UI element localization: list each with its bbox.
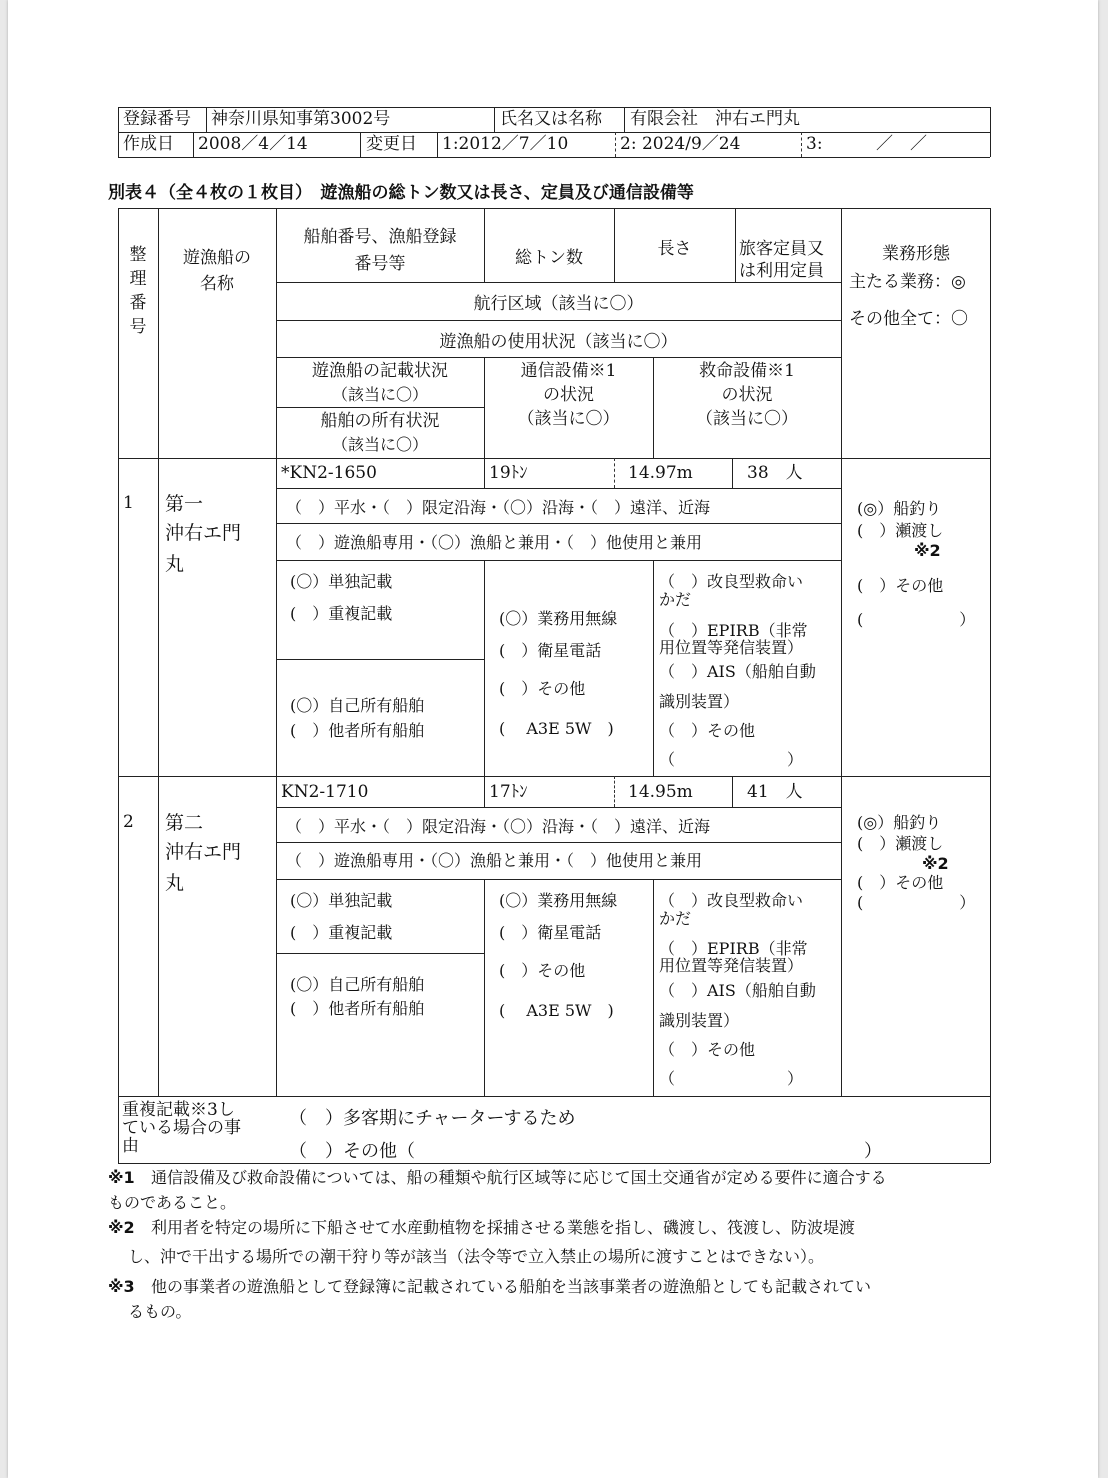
vessel-name-line-1: 第一 bbox=[165, 493, 204, 515]
rescue-epirb: （ ）EPIRB（非常 bbox=[659, 939, 808, 958]
rescue-ais: （ ）AIS（船舶自動 bbox=[659, 662, 816, 681]
footnote-mark: ※2 bbox=[108, 1218, 135, 1237]
duplicate-reason-other-close: ） bbox=[864, 1141, 882, 1162]
form-title: 別表４（全４枚の１枚目） 遊漁船の総トン数又は長さ、定員及び通信設備等 bbox=[108, 183, 694, 203]
ownership-self: (〇）自己所有船舶 bbox=[290, 696, 425, 715]
reg-no-label: 登録番号 bbox=[123, 109, 191, 129]
footnote-mark: ※3 bbox=[108, 1277, 135, 1296]
change-date-3-blank: ／ ／ bbox=[876, 134, 927, 154]
rescue-other: （ ）その他 bbox=[659, 721, 756, 740]
vessel-name-line-2: 沖右エ門 bbox=[165, 522, 242, 544]
listing-single: (〇）単独記載 bbox=[290, 572, 393, 591]
usage-options: （ ）遊漁船専用・（〇）漁船と兼用・（ ）他使用と兼用 bbox=[286, 533, 703, 552]
vessel-capacity: 41 人 bbox=[747, 782, 803, 802]
listing-single: (〇）単独記載 bbox=[290, 891, 393, 910]
business-other-detail: ( ） bbox=[857, 893, 976, 912]
created-label: 作成日 bbox=[123, 134, 174, 154]
change-date-2: 2: 2024/9／24 bbox=[620, 134, 741, 154]
col-header-business: 業務形態 bbox=[882, 244, 950, 264]
business-note-mark: ※2 bbox=[922, 854, 949, 873]
col-header-vessel-no-2: 番号等 bbox=[354, 254, 406, 274]
rescue-other-detail: （ ） bbox=[659, 1069, 804, 1088]
comm-radio: (〇）業務用無線 bbox=[499, 891, 618, 910]
vessel-length: 14.97m bbox=[628, 463, 693, 483]
rescue-header-2: の状況 bbox=[721, 385, 773, 405]
created-date: 2008／4／14 bbox=[198, 134, 308, 154]
vessel-length: 14.95m bbox=[628, 782, 693, 802]
footnote-mark: ※1 bbox=[108, 1168, 135, 1187]
changed-label: 変更日 bbox=[366, 134, 417, 154]
vessel-name-line-3: 丸 bbox=[165, 553, 185, 575]
comm-header-2: の状況 bbox=[543, 385, 594, 405]
col-header-length: 長さ bbox=[657, 239, 692, 259]
comm-satellite: ( ）衛星電話 bbox=[499, 641, 602, 660]
vessel-capacity: 38 人 bbox=[747, 463, 803, 483]
listing-duplicate: ( ）重複記載 bbox=[290, 604, 393, 623]
footnote-text-cont: し、沖で干出する場所での潮干狩り等が該当（法令等で立入禁止の場所に渡すことはできない）。 bbox=[128, 1247, 825, 1266]
change-date-3: 3: bbox=[806, 134, 823, 154]
rescue-ais: （ ）AIS（船舶自動 bbox=[659, 981, 816, 1000]
footnote-text-cont: るもの。 bbox=[128, 1302, 192, 1321]
comm-detail: ( A3E 5W ) bbox=[499, 719, 614, 738]
navigation-area-options: （ ）平水・（ ）限定沿海・（〇）沿海・（ ）遠洋、近海 bbox=[286, 498, 711, 517]
duplicate-reason-charter: （ ）多客期にチャーターするため bbox=[289, 1108, 576, 1129]
rescue-header-3: （該当に〇） bbox=[696, 409, 798, 429]
rescue-other-detail: （ ） bbox=[659, 750, 804, 769]
ownership-header-2: （該当に〇） bbox=[331, 435, 428, 454]
vessel-name-line-2: 沖右エ門 bbox=[165, 841, 242, 863]
usage-options: （ ）遊漁船専用・（〇）漁船と兼用・（ ）他使用と兼用 bbox=[286, 851, 703, 870]
vessel-number: 1 bbox=[123, 493, 134, 513]
duplicate-reason-label-1: 重複記載※3し bbox=[122, 1100, 235, 1120]
col-header-tonnage: 総トン数 bbox=[515, 248, 583, 268]
ownership-self: (〇）自己所有船舶 bbox=[290, 975, 425, 994]
rescue-raft-cont: かだ bbox=[659, 909, 692, 928]
duplicate-reason-other: （ ）その他（ bbox=[289, 1141, 415, 1162]
business-other-detail: ( ） bbox=[857, 610, 976, 629]
comm-satellite: ( ）衛星電話 bbox=[499, 923, 602, 942]
navigation-area-options: （ ）平水・（ ）限定沿海・（〇）沿海・（ ）遠洋、近海 bbox=[286, 817, 711, 836]
col-header-capacity-2: は利用定員 bbox=[739, 261, 824, 281]
vessel-tonnage: 17ﾄﾝ bbox=[489, 782, 528, 802]
rescue-other: （ ）その他 bbox=[659, 1040, 756, 1059]
rescue-raft: （ ）改良型救命い bbox=[659, 891, 804, 910]
col-header-business-other: その他全て：〇 bbox=[849, 309, 968, 329]
comm-header-1: 通信設備※1 bbox=[520, 361, 617, 381]
ownership-other: ( ）他者所有船舶 bbox=[290, 721, 425, 740]
listing-header-1: 遊漁船の記載状況 bbox=[312, 361, 448, 381]
navigation-area-header: 航行区域（該当に〇） bbox=[473, 294, 644, 314]
business-ferry: ( ）瀬渡し bbox=[857, 521, 944, 540]
vessel-name-line-1: 第二 bbox=[165, 812, 204, 834]
ownership-other: ( ）他者所有船舶 bbox=[290, 999, 425, 1018]
business-fishing: (◎）船釣り bbox=[857, 813, 942, 832]
rescue-epirb: （ ）EPIRB（非常 bbox=[659, 621, 808, 640]
comm-header-3: （該当に〇） bbox=[517, 409, 620, 429]
vessel-name-line-3: 丸 bbox=[165, 872, 185, 894]
rescue-epirb-cont: 用位置等発信装置） bbox=[659, 638, 804, 657]
duplicate-reason-label-3: 由 bbox=[122, 1136, 139, 1156]
col-header-number: 整理番号 bbox=[129, 245, 147, 337]
footnote-text-cont: ものであること。 bbox=[108, 1193, 237, 1212]
comm-other: ( ）その他 bbox=[499, 679, 586, 698]
listing-duplicate: ( ）重複記載 bbox=[290, 923, 393, 942]
rescue-epirb-cont: 用位置等発信装置） bbox=[659, 956, 804, 975]
comm-other: ( ）その他 bbox=[499, 961, 586, 980]
ownership-header-1: 船舶の所有状況 bbox=[320, 411, 440, 431]
document-page bbox=[8, 0, 1098, 1478]
footnote-text: 利用者を特定の場所に下船させて水産動植物を採捕させる業態を指し、磯渡し、筏渡し、防波堤渡 bbox=[151, 1218, 856, 1237]
col-header-name-2: 名称 bbox=[200, 274, 234, 294]
rescue-ais-cont: 識別装置） bbox=[659, 692, 740, 711]
business-note-mark: ※2 bbox=[914, 541, 941, 560]
duplicate-reason-label-2: ている場合の事 bbox=[122, 1118, 241, 1138]
col-header-name-1: 遊漁船の bbox=[183, 248, 251, 268]
business-other: ( ）その他 bbox=[857, 873, 944, 892]
listing-header-2: （該当に〇） bbox=[331, 385, 428, 404]
comm-detail: ( A3E 5W ) bbox=[499, 1001, 614, 1020]
change-date-1: 1:2012／7／10 bbox=[442, 134, 569, 154]
reg-no-value: 神奈川県知事第3002号 bbox=[211, 109, 391, 129]
vessel-registration-no: *KN2-1650 bbox=[281, 463, 377, 483]
vessel-registration-no: KN2-1710 bbox=[281, 782, 369, 802]
col-header-business-main: 主たる業務：◎ bbox=[849, 272, 966, 292]
usage-header: 遊漁船の使用状況（該当に〇） bbox=[439, 332, 678, 352]
business-ferry: ( ）瀬渡し bbox=[857, 834, 944, 853]
name-label: 氏名又は名称 bbox=[500, 109, 602, 129]
col-header-vessel-no-1: 船舶番号、漁船登録 bbox=[303, 227, 457, 247]
footnote-text: 通信設備及び救命設備については、船の種類や航行区域等に応じて国土交通省が定める要件に適合する bbox=[151, 1168, 887, 1187]
col-header-capacity-1: 旅客定員又 bbox=[739, 239, 824, 259]
rescue-raft: （ ）改良型救命い bbox=[659, 572, 804, 591]
business-other: ( ）その他 bbox=[857, 576, 944, 595]
rescue-header-1: 救命設備※1 bbox=[699, 361, 795, 381]
comm-radio: (〇）業務用無線 bbox=[499, 609, 618, 628]
rescue-raft-cont: かだ bbox=[659, 590, 692, 609]
footnote-text: 他の事業者の遊漁船として登録簿に記載されている船舶を当該事業者の遊漁船としても記載されてい bbox=[151, 1277, 872, 1296]
vessel-tonnage: 19ﾄﾝ bbox=[489, 463, 528, 483]
name-value: 有限会社 沖右エ門丸 bbox=[630, 109, 800, 129]
rescue-ais-cont: 識別装置） bbox=[659, 1011, 740, 1030]
vessel-number: 2 bbox=[123, 812, 134, 832]
business-fishing: (◎）船釣り bbox=[857, 499, 942, 518]
